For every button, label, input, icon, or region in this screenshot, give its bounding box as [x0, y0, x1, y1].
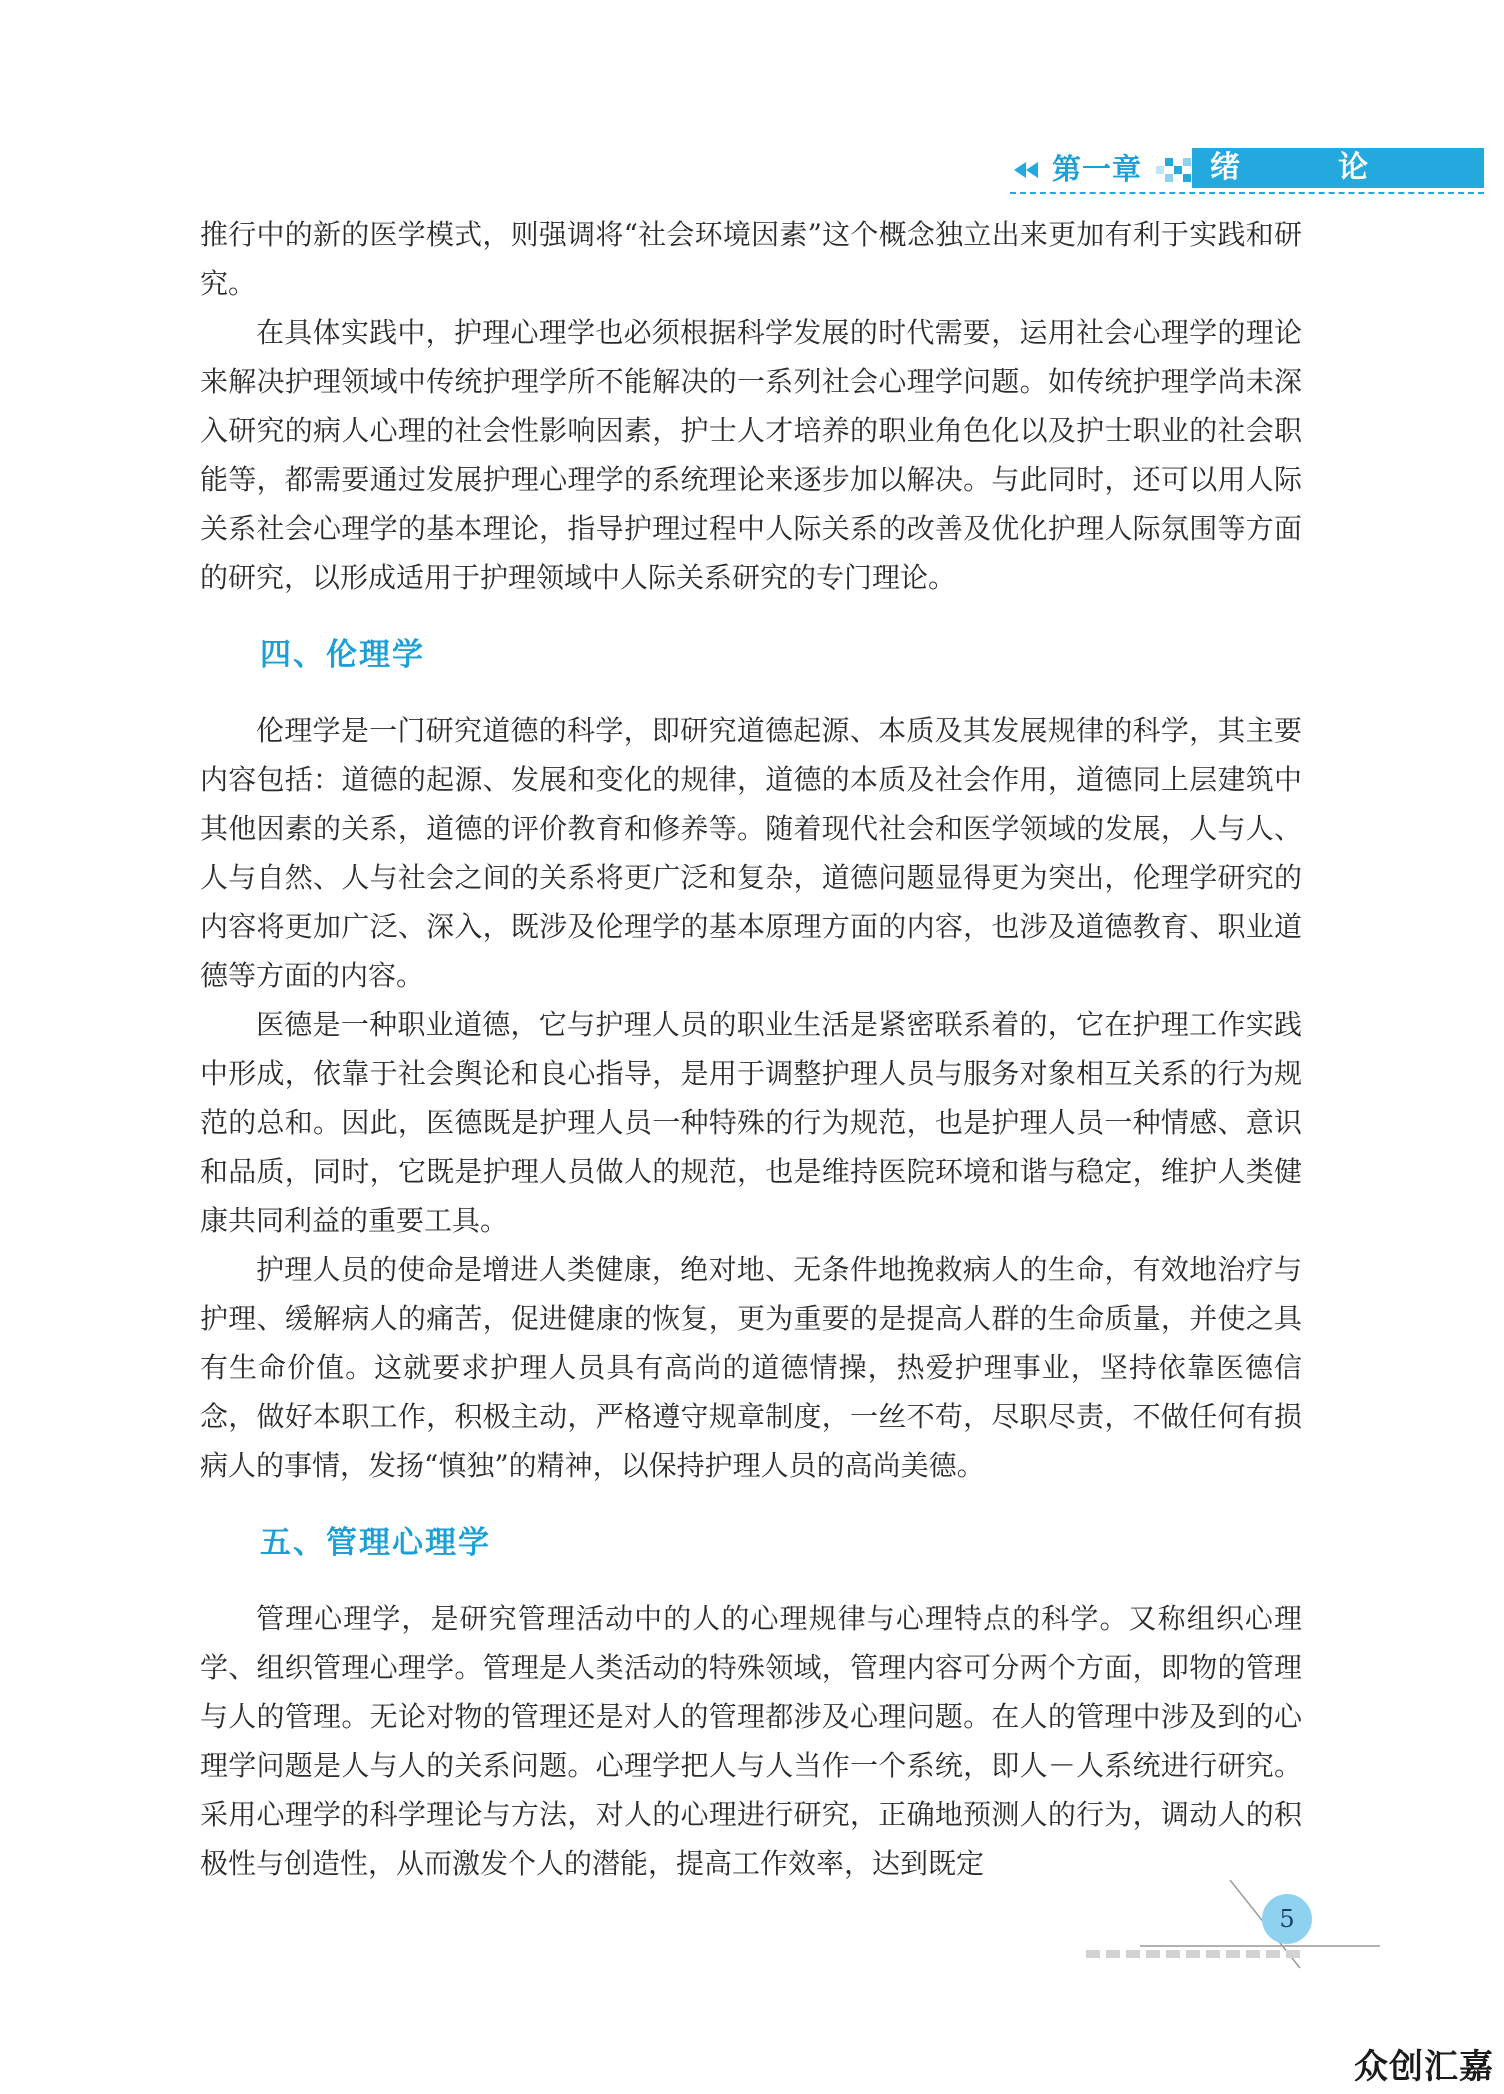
chapter-title: 绪 论 — [1210, 150, 1402, 185]
paragraph: 管理心理学，是研究管理活动中的人的心理规律与心理特点的科学。又称组织心理学、组织管理心理学。管理是人类活动的特殊领域，管理内容可分两个方面，即物的管理与人的管理。无论对物的管理还是对人的管理都涉及心理问题。在人的管理中涉及到的心理学问题是人与人的关系问题。心理学把人与人当作一个系统，即人－人系统进行研究。采用心理学的科学理论与方法，对人的心理进行研究，正确地预测人的行为，调动人的积极性与创造性，从而激发个人的潜能，提高工作效率，达到既定 — [200, 1602, 1302, 1880]
section-heading-ethics: 四、伦理学 — [260, 637, 425, 673]
tile-pattern-icon — [1156, 156, 1196, 184]
paragraph: 在具体实践中，护理心理学也必须根据科学发展的时代需要，运用社会心理学的理论来解决护理领域中传统护理学所不能解决的一系列社会心理学问题。如传统护理学尚未深入研究的病人心理的社会性影响因素，护士人才培养的职业角色化以及护士职业的社会职能等，都需要通过发展护理心理学的系统理论来逐步加以解决。与此同时，还可以用人际关系社会心理学的基本理论，指导护理过程中人际关系的改善及优化护理人际氛围等方面的研究，以形成适用于护理领域中人际关系研究的专门理论。 — [200, 316, 1302, 594]
paragraph: 医德是一种职业道德，它与护理人员的职业生活是紧密联系着的，它在护理工作实践中形成，依靠于社会舆论和良心指导，是用于调整护理人员与服务对象相互关系的行为规范的总和。因此，医德既是护理人员一种特殊的行为规范，也是护理人员一种情感、意识和品质，同时，它既是护理人员做人的规范，也是维持医院环境和谐与稳定，维护人类健康共同利益的重要工具。 — [200, 1008, 1302, 1237]
paragraph: 伦理学是一门研究道德的科学，即研究道德起源、本质及其发展规律的科学，其主要内容包括：道德的起源、发展和变化的规律，道德的本质及社会作用，道德同上层建筑中其他因素的关系，道德的评价教育和修养等。随着现代社会和医学领域的发展，人与人、人与自然、人与社会之间的关系将更广泛和复杂，道德问题显得更为突出，伦理学研究的内容将更加广泛、深入，既涉及伦理学的基本原理方面的内容，也涉及道德教育、职业道德等方面的内容。 — [200, 714, 1302, 992]
paragraph: 推行中的新的医学模式，则强调将“社会环境因素”这个概念独立出来更加有利于实践和研究。 — [200, 218, 1302, 300]
page-number: 5 — [1262, 1894, 1312, 1944]
section-heading-management-psychology: 五、管理心理学 — [260, 1525, 491, 1561]
header-divider — [1010, 192, 1484, 194]
chapter-title-bar — [1192, 148, 1484, 188]
page-body — [200, 210, 1302, 1888]
running-header — [1010, 148, 1484, 190]
chapter-label: 第一章 — [1052, 152, 1143, 186]
watermark-logo: 众创汇嘉 — [1354, 2047, 1494, 2087]
paragraph: 护理人员的使命是增进人类健康，绝对地、无条件地挽救病人的生命，有效地治疗与护理、缓解病人的痛苦，促进健康的恢复，更为重要的是提高人群的生命质量，并使之具有生命价值。这就要求护理人员具有高尚的道德情操，热爱护理事业，坚持依靠医德信念，做好本职工作，积极主动，严格遵守规章制度，一丝不苟，尽职尽责，不做任何有损病人的事情，发扬“慎独”的精神，以保持护理人员的高尚美德。 — [200, 1253, 1302, 1482]
footer-decoration — [1080, 1880, 1380, 1970]
double-left-arrow-icon — [1014, 162, 1038, 178]
